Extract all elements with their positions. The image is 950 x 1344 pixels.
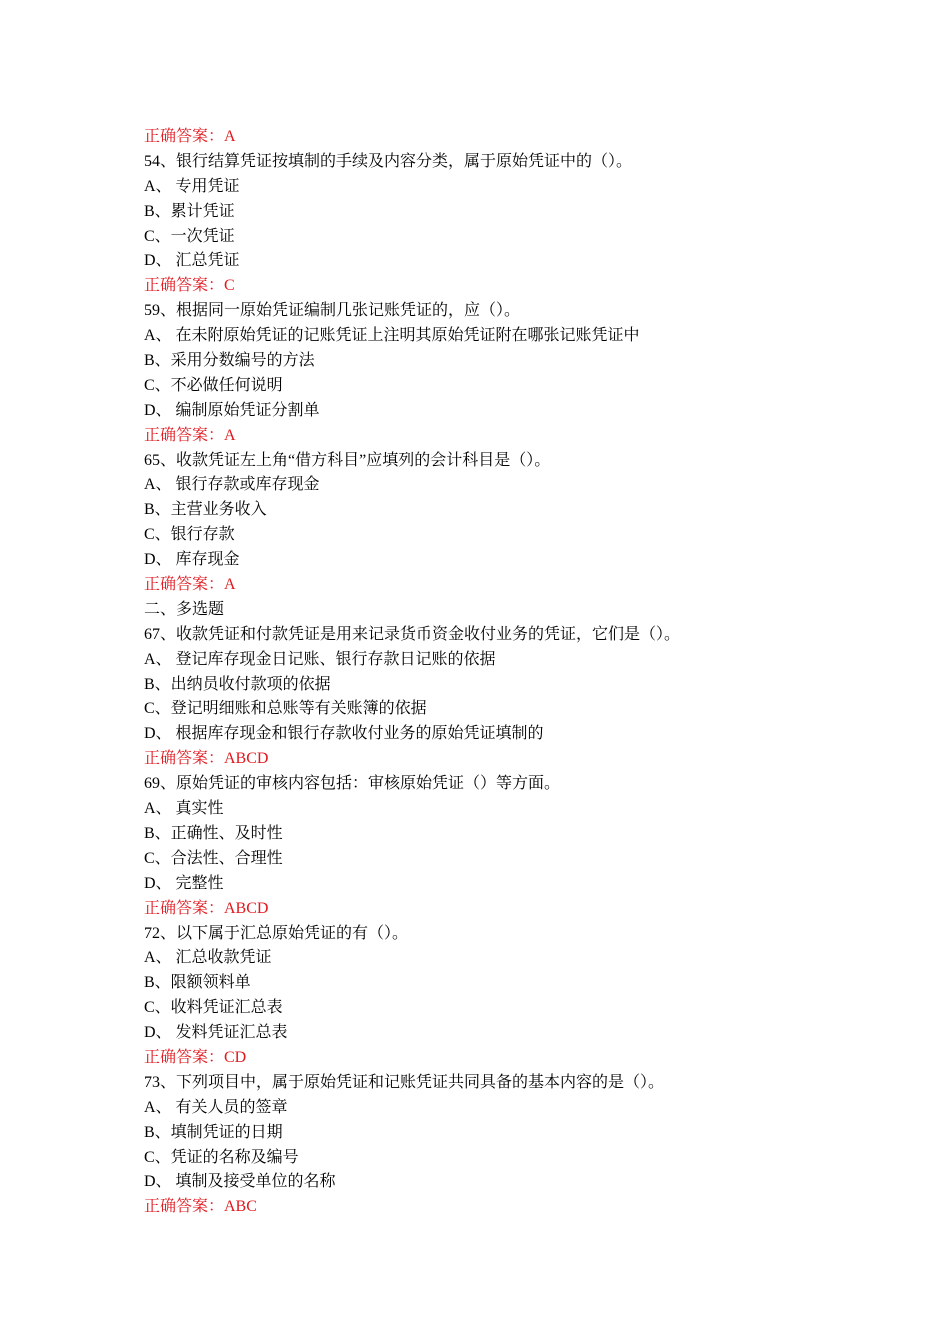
section-heading: 二、多选题 <box>144 600 225 618</box>
option-line: B、累计凭证 <box>144 202 235 220</box>
option-line: C、凭证的名称及编号 <box>144 1148 299 1166</box>
answer-line: 正确答案：ABCD <box>144 750 269 768</box>
option-line: A、 汇总收款凭证 <box>144 949 272 967</box>
option-line: A、 在未附原始凭证的记账凭证上注明其原始凭证附在哪张记账凭证中 <box>144 327 640 345</box>
option-line: A、 有关人员的签章 <box>144 1098 288 1116</box>
answer-line: 正确答案：ABCD <box>144 899 269 917</box>
answer-line: 正确答案：C <box>144 277 235 295</box>
option-line: B、出纳员收付款项的依据 <box>144 675 331 693</box>
answer-line: 正确答案：ABC <box>144 1198 257 1216</box>
option-line: C、银行存款 <box>144 526 235 544</box>
option-line: D、 完整性 <box>144 874 224 892</box>
option-line: B、主营业务收入 <box>144 501 267 519</box>
option-line: D、 汇总凭证 <box>144 252 240 270</box>
option-line: C、合法性、合理性 <box>144 849 283 867</box>
option-line: C、一次凭证 <box>144 227 235 245</box>
question-line: 54、银行结算凭证按填制的手续及内容分类，属于原始凭证中的（）。 <box>144 152 633 170</box>
option-line: D、 根据库存现金和银行存款收付业务的原始凭证填制的 <box>144 725 544 743</box>
question-line: 69、原始凭证的审核内容包括：审核原始凭证（）等方面。 <box>144 775 561 793</box>
option-line: A、 真实性 <box>144 800 224 818</box>
option-line: B、限额领料单 <box>144 974 251 992</box>
option-line: B、正确性、及时性 <box>144 824 283 842</box>
document-body <box>144 125 904 1220</box>
option-line: A、 专用凭证 <box>144 177 240 195</box>
option-line: B、采用分数编号的方法 <box>144 352 315 370</box>
option-line: A、 登记库存现金日记账、银行存款日记账的依据 <box>144 650 496 668</box>
option-line: D、 发料凭证汇总表 <box>144 1024 288 1042</box>
question-line: 72、以下属于汇总原始凭证的有（）。 <box>144 924 409 942</box>
question-line: 67、收款凭证和付款凭证是用来记录货币资金收付业务的凭证，它们是（）。 <box>144 625 681 643</box>
answer-line: 正确答案：A <box>144 576 236 594</box>
answer-line: 正确答案：A <box>144 128 236 145</box>
option-line: B、填制凭证的日期 <box>144 1123 283 1141</box>
option-line: D、 编制原始凭证分割单 <box>144 401 320 419</box>
option-line: D、 填制及接受单位的名称 <box>144 1173 336 1191</box>
answer-line: 正确答案：CD <box>144 1048 247 1066</box>
question-line: 59、根据同一原始凭证编制几张记账凭证的，应（）。 <box>144 302 521 320</box>
question-line: 65、收款凭证左上角“借方科目”应填列的会计科目是（）。 <box>144 451 551 469</box>
option-line: A、 银行存款或库存现金 <box>144 476 320 494</box>
option-line: C、收料凭证汇总表 <box>144 999 283 1017</box>
answer-line: 正确答案：A <box>144 426 236 444</box>
question-line: 73、下列项目中，属于原始凭证和记账凭证共同具备的基本内容的是（）。 <box>144 1073 665 1091</box>
option-line: C、登记明细账和总账等有关账簿的依据 <box>144 700 427 718</box>
option-line: C、不必做任何说明 <box>144 376 283 394</box>
option-line: D、 库存现金 <box>144 551 240 569</box>
